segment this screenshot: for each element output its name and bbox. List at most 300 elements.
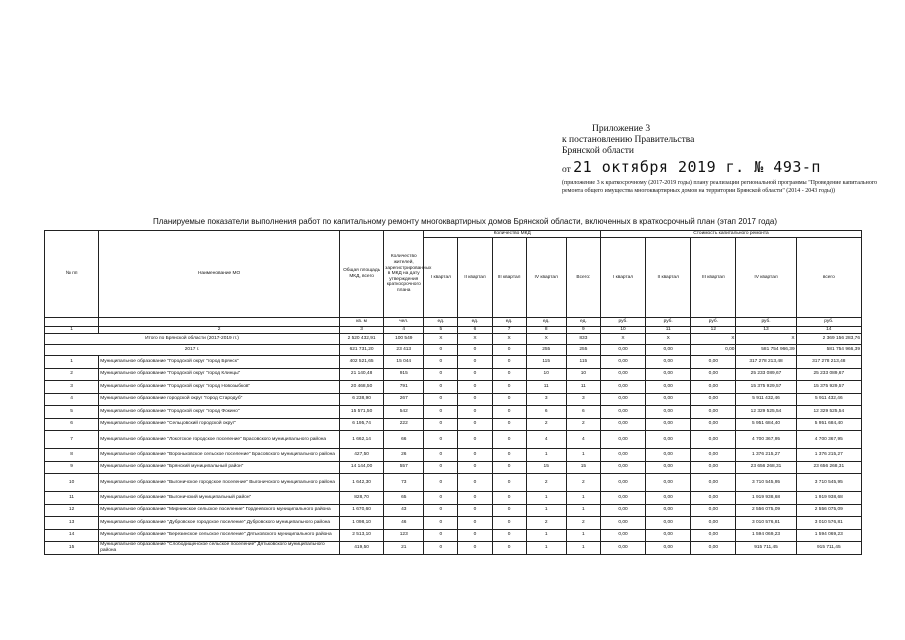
data-cell: 0,00 — [600, 542, 645, 555]
data-cell: 0,00 — [646, 542, 691, 555]
count-q2-header: II квартал — [458, 238, 492, 318]
data-cell: 0 — [458, 431, 492, 449]
data-cell: 0,00 — [600, 504, 645, 517]
mo-name: Муниципальное образование городской округ "город Стародуб" — [99, 393, 340, 406]
data-cell: 5 911 432,46 — [736, 393, 796, 406]
data-cell: 402 521,65 — [340, 356, 384, 369]
data-cell: 0 — [492, 474, 526, 492]
data-cell: 0,00 — [646, 474, 691, 492]
data-cell: 0 — [424, 529, 458, 542]
column-number-cell: 5 — [424, 327, 458, 334]
data-cell: 0 — [458, 406, 492, 419]
row-number: 12 — [45, 504, 99, 517]
data-cell: 65 — [384, 492, 424, 505]
cost-total-header: всего — [796, 238, 861, 318]
count-total-header: Всего: — [566, 238, 600, 318]
count-q1-header: I квартал — [424, 238, 458, 318]
data-cell: 427,50 — [340, 449, 384, 462]
unit-cell: руб. — [600, 318, 645, 327]
cost-q1-header: I квартал — [600, 238, 645, 318]
data-cell: 0,00 — [691, 449, 736, 462]
row-number: 5 — [45, 406, 99, 419]
row-number: 7 — [45, 431, 99, 449]
count-q4-header: IV квартал — [526, 238, 566, 318]
data-cell: 3 710 545,95 — [736, 474, 796, 492]
data-cell: 0 — [424, 542, 458, 555]
summary-cell: 0 — [458, 345, 492, 356]
unit-cell — [99, 318, 340, 327]
cost-q2-header: II квартал — [646, 238, 691, 318]
data-cell: 21 140,48 — [340, 368, 384, 381]
unit-cell: руб. — [796, 318, 861, 327]
table-row — [45, 393, 862, 406]
unit-cell: руб. — [691, 318, 736, 327]
data-cell: 0 — [458, 356, 492, 369]
data-cell: 3 010 576,81 — [796, 517, 861, 530]
indicators-table — [44, 230, 862, 555]
data-cell: 0,00 — [691, 431, 736, 449]
mo-name: Муниципальное образование "Мирнинское сельское поселение" Гордеевского муниципального района — [99, 504, 340, 517]
data-cell: 1 098,10 — [340, 517, 384, 530]
data-cell: 0 — [492, 542, 526, 555]
data-cell: 6 — [526, 406, 566, 419]
data-cell: 0 — [458, 368, 492, 381]
summary-cell: 581 754 966,39 — [796, 345, 861, 356]
table-row — [45, 529, 862, 542]
handwritten-date-number: 21 октября 2019 г. № 493-п — [573, 158, 821, 176]
data-cell: 0 — [424, 393, 458, 406]
data-cell: 0,00 — [646, 529, 691, 542]
data-cell: 0,00 — [646, 517, 691, 530]
data-cell: 0 — [458, 418, 492, 431]
unit-cell: руб. — [736, 318, 796, 327]
data-cell: 0,00 — [600, 492, 645, 505]
data-cell: 0,00 — [691, 542, 736, 555]
data-cell: 1 — [526, 449, 566, 462]
data-cell: 0,00 — [600, 368, 645, 381]
column-number-cell: 9 — [566, 327, 600, 334]
data-cell: 11 — [526, 381, 566, 394]
summary-cell: 0,00 — [600, 345, 645, 356]
row-number: 15 — [45, 542, 99, 555]
data-cell: 542 — [384, 406, 424, 419]
data-cell: 0 — [424, 356, 458, 369]
summary-cell: 0,00 — [646, 345, 691, 356]
table-row — [45, 504, 862, 517]
units-row — [45, 318, 862, 327]
col-num-header: № пп — [45, 231, 99, 318]
data-cell: 1 642,30 — [340, 474, 384, 492]
data-cell: 0,00 — [646, 356, 691, 369]
row-number: 11 — [45, 492, 99, 505]
mo-name: Муниципальное образование "Городской округ "город Фокино" — [99, 406, 340, 419]
data-cell: 317 278 213,48 — [736, 356, 796, 369]
unit-cell: ед. — [424, 318, 458, 327]
data-cell: 0,00 — [600, 449, 645, 462]
column-number-cell: 7 — [492, 327, 526, 334]
col-residents-header: Количество жителей, зарегистрированных в МКД на дату утверждения краткосрочного плана — [384, 231, 424, 318]
summary-cell: X — [600, 334, 645, 345]
summary-cell: 2 520 432,91 — [340, 334, 384, 345]
data-cell: 0,00 — [691, 356, 736, 369]
data-cell: 2 — [566, 517, 600, 530]
data-cell: 15 — [566, 461, 600, 474]
summary-cell: 0 — [424, 345, 458, 356]
data-cell: 115 — [566, 356, 600, 369]
column-number-cell: 10 — [600, 327, 645, 334]
data-cell: 4 — [526, 431, 566, 449]
data-cell: 0 — [458, 542, 492, 555]
summary-cell: 2 369 156 283,76 — [796, 334, 861, 345]
summary-cell: X — [646, 334, 691, 345]
mo-name: Муниципальное образование "Дубровское городское поселение" Дубровского муниципального района — [99, 517, 340, 530]
mo-name: Муниципальное образование "Городской округ "город Брянск" — [99, 356, 340, 369]
mo-name: Муниципальное образование "Городской округ "город Клинцы" — [99, 368, 340, 381]
data-cell: 0 — [458, 492, 492, 505]
data-cell: 0 — [424, 406, 458, 419]
data-cell: 1 662,14 — [340, 431, 384, 449]
decree-line: к постановлению Правительства — [562, 135, 695, 145]
data-cell: 3 — [566, 393, 600, 406]
column-number-cell: 6 — [458, 327, 492, 334]
table-row — [45, 431, 862, 449]
data-cell: 0,00 — [646, 492, 691, 505]
unit-cell: ед. — [566, 318, 600, 327]
data-cell: 222 — [384, 418, 424, 431]
data-cell: 0,00 — [646, 504, 691, 517]
data-cell: 0 — [424, 492, 458, 505]
data-cell: 0,00 — [646, 449, 691, 462]
column-number-cell: 2 — [99, 327, 340, 334]
data-cell: 915 — [384, 368, 424, 381]
mo-name: Муниципальное образование "Выгоничский муниципальный район" — [99, 492, 340, 505]
data-cell: 0 — [424, 517, 458, 530]
col-mo-header: Наименование МО — [99, 231, 340, 318]
mo-name: Муниципальное образование "Городской округ "город Новозыбков" — [99, 381, 340, 394]
data-cell: 0 — [458, 393, 492, 406]
document-header — [562, 124, 892, 195]
summary-cell: X — [736, 334, 796, 345]
summary-cell: 100 549 — [384, 334, 424, 345]
data-cell: 1 376 215,27 — [736, 449, 796, 462]
data-cell: 0,00 — [691, 492, 736, 505]
data-cell: 0 — [424, 461, 458, 474]
data-cell: 0 — [492, 504, 526, 517]
data-cell: 23 656 268,31 — [796, 461, 861, 474]
data-cell: 73 — [384, 474, 424, 492]
data-cell: 0,00 — [691, 368, 736, 381]
data-cell: 15 044 — [384, 356, 424, 369]
summary-label: 2017 г. — [45, 345, 340, 356]
row-number: 9 — [45, 461, 99, 474]
data-cell: 1 — [566, 542, 600, 555]
data-cell: 12 329 525,54 — [796, 406, 861, 419]
data-cell: 1 — [566, 449, 600, 462]
table-row — [45, 517, 862, 530]
data-cell: 6 238,90 — [340, 393, 384, 406]
table-row — [45, 449, 862, 462]
data-cell: 2 556 075,09 — [796, 504, 861, 517]
data-cell: 66 — [384, 431, 424, 449]
data-cell: 3 010 576,81 — [736, 517, 796, 530]
data-cell: 0 — [458, 461, 492, 474]
data-cell: 0 — [424, 418, 458, 431]
data-cell: 0,00 — [646, 461, 691, 474]
data-cell: 2 — [526, 474, 566, 492]
data-cell: 0,00 — [691, 517, 736, 530]
row-number: 10 — [45, 474, 99, 492]
data-cell: 0,00 — [600, 431, 645, 449]
table-row — [45, 542, 862, 555]
table-row — [45, 474, 862, 492]
summary-cell: 255 — [566, 345, 600, 356]
data-cell: 123 — [384, 529, 424, 542]
data-cell: 1 — [526, 504, 566, 517]
row-number: 13 — [45, 517, 99, 530]
data-cell: 12 329 525,54 — [736, 406, 796, 419]
data-cell: 0 — [492, 461, 526, 474]
data-cell: 2 — [566, 474, 600, 492]
data-cell: 0,00 — [600, 529, 645, 542]
data-cell: 0 — [492, 356, 526, 369]
data-cell: 0,00 — [646, 431, 691, 449]
data-cell: 0 — [424, 474, 458, 492]
summary-cell: 621 731,20 — [340, 345, 384, 356]
summary-cell: 0,00 — [691, 345, 736, 356]
data-cell: 828,70 — [340, 492, 384, 505]
table-row — [45, 461, 862, 474]
data-cell: 0,00 — [646, 381, 691, 394]
summary-cell: X — [691, 334, 736, 345]
unit-cell: кв. м — [340, 318, 384, 327]
data-cell: 14 144,00 — [340, 461, 384, 474]
data-cell: 0 — [458, 381, 492, 394]
data-cell: 2 — [566, 418, 600, 431]
data-cell: 0 — [424, 381, 458, 394]
data-cell: 0,00 — [600, 381, 645, 394]
data-cell: 0,00 — [646, 393, 691, 406]
col-area-header: Общая площадь МКД, всего — [340, 231, 384, 318]
table-row — [45, 406, 862, 419]
data-cell: 1 919 938,68 — [796, 492, 861, 505]
row-number: 4 — [45, 393, 99, 406]
data-cell: 915 711,45 — [796, 542, 861, 555]
appendix-label: Приложение 3 — [592, 124, 651, 134]
header-row-groups — [45, 231, 862, 238]
count-q3-header: III квартал — [492, 238, 526, 318]
data-cell: 23 656 268,31 — [736, 461, 796, 474]
data-cell: 1 — [566, 492, 600, 505]
summary-cell: 581 754 966,39 — [736, 345, 796, 356]
row-number: 14 — [45, 529, 99, 542]
unit-cell: чел. — [384, 318, 424, 327]
row-number: 3 — [45, 381, 99, 394]
row-number: 6 — [45, 418, 99, 431]
mo-name: Муниципальное образование "Сельцовский городской округ" — [99, 418, 340, 431]
data-cell: 0 — [458, 517, 492, 530]
data-cell: 1 670,60 — [340, 504, 384, 517]
data-cell: 15 571,50 — [340, 406, 384, 419]
data-cell: 0 — [492, 406, 526, 419]
data-cell: 0 — [492, 449, 526, 462]
data-cell: 11 — [566, 381, 600, 394]
column-number-cell: 14 — [796, 327, 861, 334]
data-cell: 0,00 — [646, 368, 691, 381]
data-cell: 0,00 — [646, 406, 691, 419]
data-cell: 1 594 069,23 — [796, 529, 861, 542]
data-cell: 0 — [424, 431, 458, 449]
data-cell: 0,00 — [691, 474, 736, 492]
data-cell: 15 — [526, 461, 566, 474]
data-cell: 0,00 — [600, 418, 645, 431]
data-cell: 1 — [526, 529, 566, 542]
summary-cell: 255 — [526, 345, 566, 356]
mo-name: Муниципальное образование "Вороньковское сельское поселение" Брасовского муниципального района — [99, 449, 340, 462]
unit-cell: ед. — [492, 318, 526, 327]
data-cell: 46 — [384, 517, 424, 530]
table-row — [45, 492, 862, 505]
data-cell: 15 375 929,57 — [736, 381, 796, 394]
summary-cell: 833 — [566, 334, 600, 345]
data-cell: 557 — [384, 461, 424, 474]
data-cell: 1 — [566, 504, 600, 517]
data-cell: 6 195,74 — [340, 418, 384, 431]
data-cell: 915 711,45 — [736, 542, 796, 555]
date-prefix: от — [562, 165, 571, 175]
data-cell: 0 — [424, 368, 458, 381]
data-cell: 10 — [566, 368, 600, 381]
mo-name: Муниципальное образование "Слободищенское сельское поселение" Дятьковского муниципального района — [99, 542, 340, 555]
data-cell: 0 — [492, 517, 526, 530]
data-cell: 115 — [526, 356, 566, 369]
data-cell: 0,00 — [600, 461, 645, 474]
data-cell: 2 — [526, 517, 566, 530]
data-cell: 4 700 367,95 — [736, 431, 796, 449]
data-cell: 0,00 — [691, 504, 736, 517]
data-cell: 1 — [526, 492, 566, 505]
data-cell: 5 951 684,40 — [796, 418, 861, 431]
data-cell: 25 233 089,67 — [736, 368, 796, 381]
data-cell: 26 — [384, 449, 424, 462]
summary-cell: 0 — [492, 345, 526, 356]
mo-name: Муниципальное образование "Локотское городское поселение" Брасовского муниципального района — [99, 431, 340, 449]
data-cell: 0,00 — [691, 393, 736, 406]
data-cell: 0 — [458, 529, 492, 542]
column-numbers-row — [45, 327, 862, 334]
data-cell: 1 594 069,23 — [736, 529, 796, 542]
data-cell: 419,50 — [340, 542, 384, 555]
data-cell: 0,00 — [691, 418, 736, 431]
cost-q3-header: III квартал — [691, 238, 736, 318]
data-cell: 0,00 — [646, 418, 691, 431]
region-line: Брянской области — [562, 146, 634, 156]
table-row — [45, 368, 862, 381]
row-number: 1 — [45, 356, 99, 369]
data-cell: 0 — [492, 529, 526, 542]
table-title: Планируемые показатели выполнения работ по капитальному ремонту многоквартирных домов Брянской области, включенных в краткосрочный план (этап 2017 года) — [152, 217, 778, 226]
data-cell: 2 513,10 — [340, 529, 384, 542]
data-cell: 43 — [384, 504, 424, 517]
data-cell: 0 — [492, 393, 526, 406]
data-cell: 0,00 — [600, 406, 645, 419]
data-cell: 3 710 545,95 — [796, 474, 861, 492]
table-row — [45, 381, 862, 394]
summary-cell: X — [492, 334, 526, 345]
data-cell: 0,00 — [600, 393, 645, 406]
data-cell: 0 — [492, 418, 526, 431]
data-cell: 0,00 — [691, 406, 736, 419]
table-row — [45, 356, 862, 369]
row-number: 2 — [45, 368, 99, 381]
summary-cell: X — [526, 334, 566, 345]
group-cost-header: Стоимость капитального ремонта — [600, 231, 861, 238]
data-cell: 1 919 938,68 — [736, 492, 796, 505]
group-count-header: Количество МКД — [424, 231, 601, 238]
data-cell: 3 — [526, 393, 566, 406]
appendix-note: (приложение 3 к краткосрочному (2017-2019 годы) плану реализации региональной программы "Проведение капитального ремонта общего имущества многоквартирных домов на территории Брянской области" (2014 - 2043 годы)) — [562, 180, 878, 194]
data-cell: 1 376 215,27 — [796, 449, 861, 462]
data-cell: 267 — [384, 393, 424, 406]
data-cell: 0,00 — [600, 474, 645, 492]
unit-cell: ед. — [458, 318, 492, 327]
mo-name: Муниципальное образование "Выгоничское городское поселение" Выгоничского муниципального района — [99, 474, 340, 492]
data-cell: 15 375 929,57 — [796, 381, 861, 394]
summary-row — [45, 345, 862, 356]
mo-name: Муниципальное образование "Брянский муниципальный район" — [99, 461, 340, 474]
data-cell: 0 — [458, 504, 492, 517]
data-cell: 25 233 089,67 — [796, 368, 861, 381]
unit-cell: руб. — [646, 318, 691, 327]
data-cell: 2 — [526, 418, 566, 431]
data-cell: 0 — [492, 381, 526, 394]
column-number-cell: 4 — [384, 327, 424, 334]
data-cell: 5 911 432,46 — [796, 393, 861, 406]
data-cell: 4 — [566, 431, 600, 449]
table-row — [45, 418, 862, 431]
unit-cell: ед. — [526, 318, 566, 327]
data-cell: 0 — [492, 492, 526, 505]
summary-cell: X — [458, 334, 492, 345]
column-number-cell: 3 — [340, 327, 384, 334]
date-line — [562, 159, 892, 178]
unit-cell — [45, 318, 99, 327]
column-number-cell: 1 — [45, 327, 99, 334]
column-number-cell: 11 — [646, 327, 691, 334]
data-cell: 0 — [458, 474, 492, 492]
column-number-cell: 12 — [691, 327, 736, 334]
data-cell: 0,00 — [691, 529, 736, 542]
data-cell: 0,00 — [691, 461, 736, 474]
summary-label: Итого по Брянской области (2017-2019 гг.) — [45, 334, 340, 345]
data-cell: 21 — [384, 542, 424, 555]
data-cell: 6 — [566, 406, 600, 419]
cost-q4-header: IV квартал — [736, 238, 796, 318]
data-cell: 0,00 — [600, 356, 645, 369]
data-cell: 0 — [424, 449, 458, 462]
data-cell: 791 — [384, 381, 424, 394]
data-cell: 5 951 684,40 — [736, 418, 796, 431]
data-cell: 2 556 075,09 — [736, 504, 796, 517]
data-cell: 0 — [492, 431, 526, 449]
data-cell: 1 — [526, 542, 566, 555]
summary-row — [45, 334, 862, 345]
data-cell: 10 — [526, 368, 566, 381]
data-cell: 0 — [458, 449, 492, 462]
summary-cell: X — [424, 334, 458, 345]
data-cell: 0,00 — [691, 381, 736, 394]
column-number-cell: 8 — [526, 327, 566, 334]
data-cell: 4 700 367,95 — [796, 431, 861, 449]
